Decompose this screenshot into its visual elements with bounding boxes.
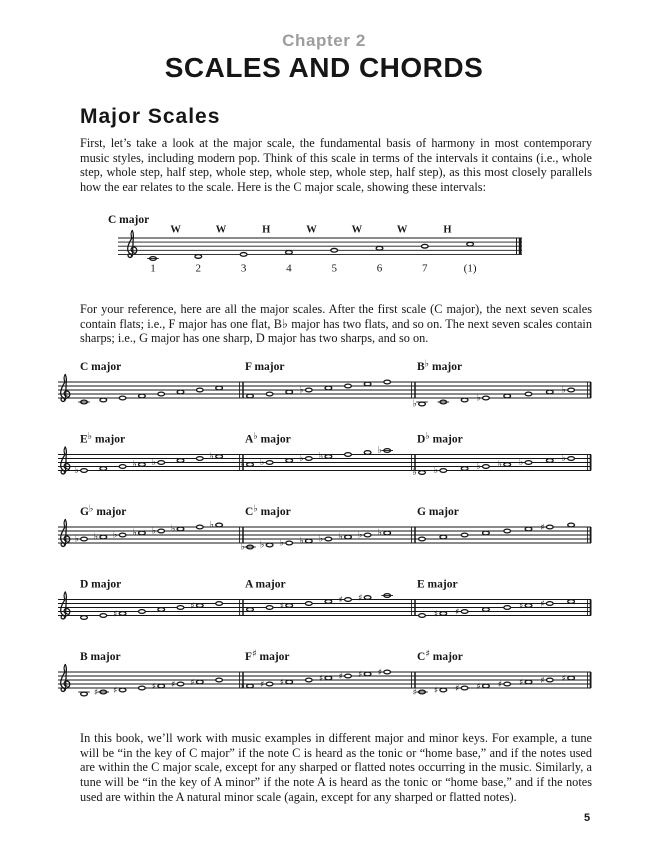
- treble-clef-icon: [128, 231, 137, 258]
- interval-label: H: [443, 224, 452, 236]
- whole-note: [266, 461, 273, 465]
- whole-note: [100, 467, 107, 471]
- whole-note: [177, 390, 184, 394]
- whole-note: [196, 525, 203, 529]
- whole-note: [305, 678, 312, 682]
- whole-note: [331, 248, 338, 252]
- whole-note: [81, 692, 88, 696]
- whole-note: [525, 461, 532, 465]
- flat-icon: ♭: [358, 529, 363, 541]
- whole-note: [325, 386, 332, 390]
- flat-icon: ♭: [476, 461, 481, 473]
- whole-note: [158, 461, 165, 465]
- whole-note: [483, 684, 490, 688]
- c-major-interval-staff: [0, 210, 648, 292]
- whole-note: [119, 612, 126, 616]
- scale-label: D major: [80, 578, 122, 591]
- keys-paragraph: In this book, we’ll work with music examples in different major and minor keys. For example, a tune will be “in the key of C major” if the note C is heard as the tonic or “home base,” and if the notes used are within the C major scale, except for any sharped or flatted notes occurring in the music. Similarly, a tune will be “in the key of A minor” if the note A is heard as the tonic or “home base,” and if the notes used are within the A natural minor scale (again, except for any sharped or flatted notes).: [80, 731, 592, 804]
- whole-note: [247, 684, 254, 688]
- whole-note: [119, 465, 126, 469]
- chapter-title: SCALES AND CHORDS: [164, 52, 484, 83]
- interval-label: H: [262, 224, 271, 236]
- whole-note: [345, 384, 352, 388]
- degree-label: 1: [150, 262, 156, 275]
- flat-icon: ♭: [377, 445, 383, 457]
- whole-note: [266, 543, 273, 547]
- whole-note: [139, 686, 146, 690]
- whole-note: [525, 527, 532, 531]
- whole-note: [139, 394, 146, 398]
- sharp-icon: ♯: [113, 609, 118, 620]
- whole-note: [81, 469, 88, 473]
- whole-note: [216, 455, 223, 459]
- flat-icon: ♭: [170, 523, 176, 535]
- sharp-icon: ♯: [279, 601, 285, 612]
- degree-label: 7: [422, 262, 428, 275]
- whole-note: [440, 612, 447, 616]
- treble-clef-icon: [61, 375, 70, 402]
- whole-note: [158, 392, 165, 396]
- flat-icon: ♭: [377, 527, 383, 539]
- scale-staff-g-major: [417, 506, 574, 541]
- flat-icon: ♭: [74, 533, 79, 545]
- flat-icon: ♭: [433, 465, 439, 477]
- whole-note: [325, 676, 332, 680]
- whole-note: [504, 463, 511, 467]
- whole-note: [196, 388, 203, 392]
- whole-note: [364, 672, 371, 676]
- whole-note: [525, 392, 532, 396]
- interval-label: W: [351, 224, 363, 236]
- whole-note: [305, 457, 312, 461]
- whole-note: [483, 608, 490, 612]
- flat-icon: ♭: [299, 535, 304, 547]
- whole-note: [504, 682, 511, 686]
- sharp-icon: ♯: [338, 672, 343, 683]
- whole-note: [364, 596, 371, 600]
- whole-note: [286, 604, 293, 608]
- page-number: 5: [584, 812, 591, 824]
- scale-row-5: [58, 649, 591, 699]
- flat-icon: ♭: [209, 451, 215, 463]
- flat-icon: ♭: [476, 392, 481, 404]
- interval-staff-group: [108, 214, 522, 274]
- whole-note: [461, 610, 468, 614]
- flat-icon: ♭: [260, 457, 265, 469]
- scale-label: G♭ major: [80, 503, 127, 518]
- treble-clef-icon: [61, 520, 70, 547]
- whole-note: [177, 682, 184, 686]
- whole-note: [305, 388, 312, 392]
- whole-note: [325, 455, 332, 459]
- treble-clef-icon: [61, 447, 70, 474]
- scale-staff-bb-major: [412, 359, 574, 410]
- whole-note: [364, 533, 371, 537]
- treble-clef-icon: [61, 592, 70, 619]
- scale-staff-e-major: [417, 579, 574, 620]
- scale-staff-b-major: [78, 651, 222, 698]
- whole-note: [568, 676, 575, 680]
- section-title: Major Scales: [80, 105, 221, 128]
- whole-note: [119, 533, 126, 537]
- whole-note: [467, 242, 474, 246]
- whole-note: [158, 529, 165, 533]
- sharp-icon: ♯: [540, 599, 545, 610]
- flat-icon: ♭: [151, 525, 157, 537]
- whole-note: [305, 602, 312, 606]
- whole-note: [504, 394, 511, 398]
- sharp-icon: ♯: [113, 686, 118, 697]
- degree-label: 4: [286, 262, 292, 275]
- scale-label: F major: [245, 361, 285, 373]
- degree-label: 5: [331, 262, 337, 275]
- whole-note: [419, 402, 426, 406]
- degree-label: (1): [463, 262, 477, 275]
- flat-icon: ♭: [151, 457, 157, 469]
- whole-note: [345, 453, 352, 457]
- whole-note: [504, 606, 511, 610]
- whole-note: [286, 390, 293, 394]
- whole-note: [286, 541, 293, 545]
- scale-staff-a-major: [245, 579, 393, 612]
- whole-note: [546, 678, 553, 682]
- flat-icon: ♭: [240, 541, 245, 553]
- sharp-icon: ♯: [433, 686, 439, 697]
- whole-note: [568, 457, 575, 461]
- flat-icon: ♭: [93, 531, 99, 543]
- scale-label: E♭ major: [80, 431, 126, 446]
- whole-note: [247, 394, 254, 398]
- whole-note: [247, 463, 254, 467]
- sharp-icon: ♯: [455, 607, 460, 618]
- sharp-icon: ♯: [358, 593, 363, 604]
- whole-note: [440, 469, 447, 473]
- whole-note: [546, 459, 553, 463]
- flat-icon: ♭: [74, 465, 79, 477]
- whole-note: [305, 539, 312, 543]
- scale-row-4: [58, 579, 591, 620]
- sharp-icon: ♯: [540, 676, 545, 687]
- sharp-icon: ♯: [377, 668, 383, 679]
- whole-note: [158, 684, 165, 688]
- whole-note: [81, 616, 88, 620]
- whole-note: [483, 396, 490, 400]
- sharp-icon: ♯: [412, 688, 417, 699]
- whole-note: [286, 680, 293, 684]
- whole-note: [266, 392, 273, 396]
- major-scales-grid: [0, 350, 648, 702]
- whole-note: [216, 678, 223, 682]
- whole-note: [483, 465, 490, 469]
- scale-row-3: [58, 504, 591, 553]
- flat-icon: ♭: [412, 467, 417, 479]
- whole-note: [325, 537, 332, 541]
- sharp-icon: ♯: [519, 601, 524, 612]
- scale-row-2: [58, 431, 591, 478]
- whole-note: [345, 598, 352, 602]
- scale-label: C♯ major: [417, 648, 463, 663]
- whole-note: [216, 602, 223, 606]
- whole-note: [325, 600, 332, 604]
- sharp-icon: ♯: [476, 682, 481, 693]
- scale-label: C major: [80, 361, 122, 373]
- sharp-icon: ♯: [93, 688, 99, 699]
- whole-note: [421, 244, 428, 248]
- whole-note: [240, 253, 247, 257]
- scale-staff-gb-major: [74, 504, 222, 545]
- intro-paragraph: First, let’s take a look at the major scale, the fundamental basis of harmony in most contemporary music styles, including modern pop. Think of this scale in terms of the intervals it contains (i.e., whole step, whole step, half step, whole step, whole step, whole step, half step), as this most closely parallels how the ear relates to the scale. Here is the C major scale, showing these intervals:: [80, 136, 592, 195]
- whole-note: [483, 531, 490, 535]
- sharp-icon: ♯: [358, 670, 363, 681]
- scale-label: B♭ major: [417, 358, 463, 373]
- sharp-icon: ♯: [433, 609, 439, 620]
- whole-note: [525, 604, 532, 608]
- sharp-icon: ♯: [338, 595, 343, 606]
- whole-note: [419, 471, 426, 475]
- flat-icon: ♭: [318, 451, 324, 463]
- whole-note: [286, 459, 293, 463]
- treble-clef-icon: [61, 665, 70, 692]
- flat-icon: ♭: [338, 531, 343, 543]
- whole-note: [100, 398, 107, 402]
- whole-note: [546, 525, 553, 529]
- flat-icon: ♭: [240, 459, 245, 471]
- flat-icon: ♭: [132, 459, 137, 471]
- scale-staff-eb-major: [74, 431, 222, 476]
- interval-label: W: [215, 224, 227, 236]
- chapter-label: Chapter 2: [282, 31, 366, 50]
- interval-label: W: [396, 224, 408, 236]
- whole-note: [247, 608, 254, 612]
- scale-label: D♭ major: [417, 431, 463, 446]
- flat-icon: ♭: [412, 398, 417, 410]
- whole-note: [158, 608, 165, 612]
- whole-note: [139, 531, 146, 535]
- whole-note: [100, 614, 107, 618]
- whole-note: [177, 527, 184, 531]
- scale-staff-d-major: [80, 579, 223, 620]
- scale-staff-fs-major: [241, 649, 391, 693]
- degree-label: 6: [376, 262, 383, 275]
- sharp-icon: ♯: [151, 682, 157, 693]
- whole-note: [195, 255, 202, 259]
- interval-label: W: [306, 224, 317, 236]
- sharp-icon: ♯: [561, 674, 566, 685]
- whole-note: [461, 533, 468, 537]
- whole-note: [546, 390, 553, 394]
- scale-staff-cb-major: [240, 504, 390, 553]
- sharp-icon: ♯: [519, 678, 524, 689]
- flat-icon: ♭: [497, 459, 503, 471]
- sharp-icon: ♯: [190, 678, 195, 689]
- sharp-icon: ♯: [455, 684, 460, 695]
- flat-icon: ♭: [518, 457, 524, 469]
- whole-note: [216, 386, 223, 390]
- whole-note: [216, 523, 223, 527]
- whole-note: [119, 396, 126, 400]
- whole-note: [525, 680, 532, 684]
- whole-note: [461, 686, 468, 690]
- scale-label: A♭ major: [245, 431, 291, 446]
- whole-note: [568, 600, 575, 604]
- whole-note: [384, 670, 391, 674]
- sharp-icon: ♯: [318, 674, 324, 685]
- flat-icon: ♭: [113, 529, 118, 541]
- degree-label: 2: [195, 262, 202, 275]
- sharp-icon: ♯: [540, 523, 545, 534]
- whole-note: [419, 614, 426, 618]
- interval-label: W: [170, 224, 181, 236]
- whole-note: [364, 451, 371, 455]
- sharp-icon: ♯: [260, 680, 265, 691]
- flat-icon: ♭: [209, 519, 215, 531]
- whole-note: [139, 463, 146, 467]
- whole-note: [196, 457, 203, 461]
- flat-icon: ♭: [132, 527, 137, 539]
- flat-icon: ♭: [279, 537, 285, 549]
- flat-icon: ♭: [561, 384, 567, 396]
- whole-note: [345, 674, 352, 678]
- scale-label: C major: [108, 214, 150, 226]
- whole-note: [266, 606, 273, 610]
- flat-icon: ♭: [299, 453, 304, 465]
- flat-icon: ♭: [318, 533, 324, 545]
- whole-note: [376, 246, 383, 250]
- whole-note: [568, 523, 575, 527]
- whole-note: [440, 688, 447, 692]
- whole-note: [504, 529, 511, 533]
- sharp-icon: ♯: [171, 680, 176, 691]
- flat-icon: ♭: [299, 384, 304, 396]
- whole-note: [196, 680, 203, 684]
- whole-note: [440, 535, 447, 539]
- whole-note: [286, 251, 293, 255]
- whole-note: [266, 682, 273, 686]
- flat-icon: ♭: [561, 453, 567, 465]
- scale-label: E major: [417, 578, 458, 591]
- final-barline-thick: [519, 238, 522, 254]
- sharp-icon: ♯: [240, 682, 245, 693]
- scale-staff-ab-major: [240, 431, 393, 470]
- whole-note: [461, 467, 468, 471]
- whole-note: [419, 537, 426, 541]
- scale-label: C♭ major: [245, 503, 291, 518]
- whole-note: [177, 459, 184, 463]
- whole-note: [384, 531, 391, 535]
- whole-note: [177, 606, 184, 610]
- sharp-icon: ♯: [279, 678, 285, 689]
- whole-note: [139, 610, 146, 614]
- whole-note: [461, 398, 468, 402]
- sharp-icon: ♯: [190, 601, 195, 612]
- degree-label: 3: [240, 262, 247, 275]
- scale-label: F♯ major: [245, 648, 290, 663]
- scale-label: B major: [80, 651, 121, 663]
- whole-note: [196, 604, 203, 608]
- scale-staff-cs-major: [413, 649, 575, 699]
- flat-icon: ♭: [260, 539, 265, 551]
- scale-row-1: [58, 359, 591, 410]
- whole-note: [81, 537, 88, 541]
- whole-note: [568, 388, 575, 392]
- whole-note: [364, 382, 371, 386]
- whole-note: [384, 380, 391, 384]
- scale-staff-f-major: [245, 361, 391, 398]
- reference-paragraph: For your reference, here are all the major scales. After the first scale (C major), the next seven scales contain flats; i.e., F major has one flat, B♭ major has two flats, and so on. The next seven scales contain sharps; i.e., G major has one sharp, D major has two sharps, and so on.: [80, 302, 592, 346]
- scale-label: A major: [245, 578, 286, 591]
- whole-note: [546, 602, 553, 606]
- scale-label: G major: [417, 506, 459, 518]
- sharp-icon: ♯: [497, 680, 503, 691]
- whole-note: [345, 535, 352, 539]
- whole-note: [119, 688, 126, 692]
- whole-note: [100, 535, 107, 539]
